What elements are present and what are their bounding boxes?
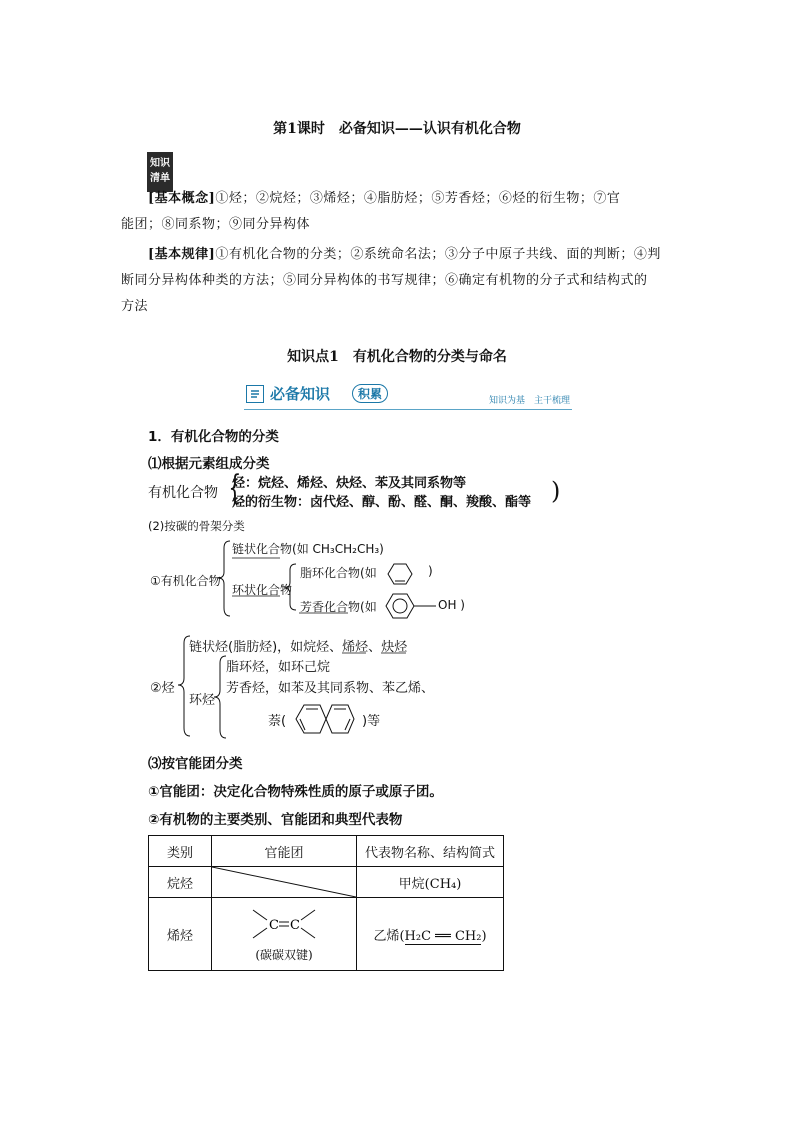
basic-concepts-line1	[148, 187, 620, 206]
oh-group-label: OH	[438, 598, 457, 612]
knowledge-point-title: 知识点1 有机化合物的分类与命名	[287, 349, 507, 365]
sub2a-ring: 环状化合物	[232, 583, 293, 597]
basic-concepts-text1: ①烃；②烷烃；③烯烃；④脂肪烃；⑤芳香烃；⑥烃的衍生物；⑦官	[215, 191, 621, 206]
basic-concepts-line2: 能团；⑧同系物；⑨同分异构体	[121, 217, 311, 232]
sub1-left-brace: {	[228, 468, 242, 508]
functional-group-table	[148, 835, 504, 971]
badge-line-1: 知识	[150, 158, 170, 169]
naphthalene-suffix: )等	[362, 714, 381, 729]
table-header-cell: 类别	[149, 836, 212, 867]
sub2a-alicyclic	[300, 564, 377, 581]
sub2b-chain-hc	[189, 636, 407, 655]
cyclohexene-structure	[380, 560, 416, 588]
basic-rules-label: [基本规律]	[148, 247, 216, 262]
basic-rules-line2: 断同分异构体种类的方法；⑤同分异构体的书写规律；⑥确定有机物的分子式和结构式的	[121, 273, 648, 288]
aromatic-prefix: (如	[360, 600, 377, 614]
table-row	[149, 867, 504, 898]
alkyne-text: 炔烃	[381, 640, 408, 655]
sub2a-root: ①有机化合物	[150, 574, 221, 588]
table-header-row	[149, 836, 504, 867]
banner-sub-text: 知识为基 主干梳理	[488, 396, 570, 406]
banner-main-text: 必备知识	[270, 385, 331, 403]
notebook-icon	[246, 385, 264, 403]
sub3-item2: ②有机物的主要类别、官能团和典型代表物	[148, 812, 403, 828]
sub2b-alicyclic-hc: 脂环烃，如环己烷	[226, 660, 331, 675]
sub2b-aromatic-hc: 芳香烃，如苯及其同系物、苯乙烯、	[226, 681, 435, 696]
naphthalene-structure	[290, 697, 360, 741]
rep-prefix: 乙烯(	[373, 928, 405, 944]
page-title: 第1课时 必备知识——认识有机化合物	[273, 121, 521, 137]
aromatic-label: 芳香化合物	[300, 600, 361, 614]
functional-group-name: (碳碳双键)	[255, 947, 313, 962]
sub2a-chain	[232, 540, 384, 557]
sub1-right-paren: )	[551, 477, 561, 505]
badge-line-2: 清单	[150, 173, 170, 184]
sub3-item1: ①官能团：决定化合物特殊性质的原子或原子团。	[148, 784, 443, 800]
svg-text:C: C	[269, 917, 279, 933]
rep-suffix: )	[481, 928, 487, 944]
rep-formula: H₂C ══ CH₂	[404, 928, 482, 944]
chain-compound-example: (如 CH₃CH₂CH₃)	[292, 542, 384, 556]
chain-hc-text: 链状烃(脂肪烃)，如烷烃、	[189, 640, 343, 655]
banner-accent-text: 积累	[352, 384, 388, 403]
diagonal-line	[212, 867, 356, 897]
alicyclic-prefix: (如	[360, 566, 377, 580]
table-header-cell: 官能团	[212, 836, 357, 867]
basic-rules-line3: 方法	[121, 299, 149, 314]
section1-heading: 1．有机化合物的分类	[148, 429, 279, 445]
sub1-heading: ⑴根据元素组成分类	[148, 456, 270, 472]
sub1-item2: 烃的衍生物：卤代烃、醇、酚、醛、酮、羧酸、酯等	[232, 495, 532, 510]
sub2b-ring-hc: 环烃	[189, 693, 216, 708]
table-cell-empty-fg	[212, 867, 357, 898]
sub2-heading: (2)按碳的骨架分类	[148, 519, 245, 533]
table-cell-representative	[357, 898, 504, 971]
phenol-structure	[380, 590, 440, 622]
alkene-text: 烯烃	[342, 640, 369, 655]
sub3-heading: ⑶按官能团分类	[148, 756, 243, 772]
basic-rules-text1: ①有机化合物的分类；②系统命名法；③分子中原子共线、面的判断；④判	[215, 247, 661, 262]
table-cell-functional-group	[212, 898, 357, 971]
chain-compound-label: 链状化合物	[232, 542, 293, 556]
sub2b-root: ②烃	[150, 681, 175, 696]
knowledge-list-badge	[147, 152, 173, 192]
sub1-item1: 烃：烷烃、烯烃、炔烃、苯及其同系物等	[232, 476, 467, 491]
alicyclic-label: 脂环化合物	[300, 566, 361, 580]
table-cell-representative: 甲烷(CH₄)	[357, 867, 504, 898]
alkene-double-bond-structure	[249, 906, 319, 942]
table-header-cell: 代表物名称、结构简式	[357, 836, 504, 867]
table-cell-category: 烯烃	[149, 898, 212, 971]
table-row	[149, 898, 504, 971]
section-banner	[244, 381, 572, 410]
aromatic-suffix: )	[460, 598, 465, 612]
phenol-oh	[438, 598, 465, 612]
sub2a-aromatic	[300, 598, 377, 615]
naphthalene-prefix: 萘(	[268, 714, 287, 729]
table-cell-category: 烷烃	[149, 867, 212, 898]
svg-text:C: C	[290, 917, 300, 933]
sub1-root: 有机化合物	[148, 485, 218, 501]
basic-rules-line1	[148, 243, 661, 262]
sep-text: 、	[368, 640, 382, 655]
basic-concepts-label: [基本概念]	[148, 191, 216, 206]
alicyclic-suffix: )	[428, 564, 433, 578]
